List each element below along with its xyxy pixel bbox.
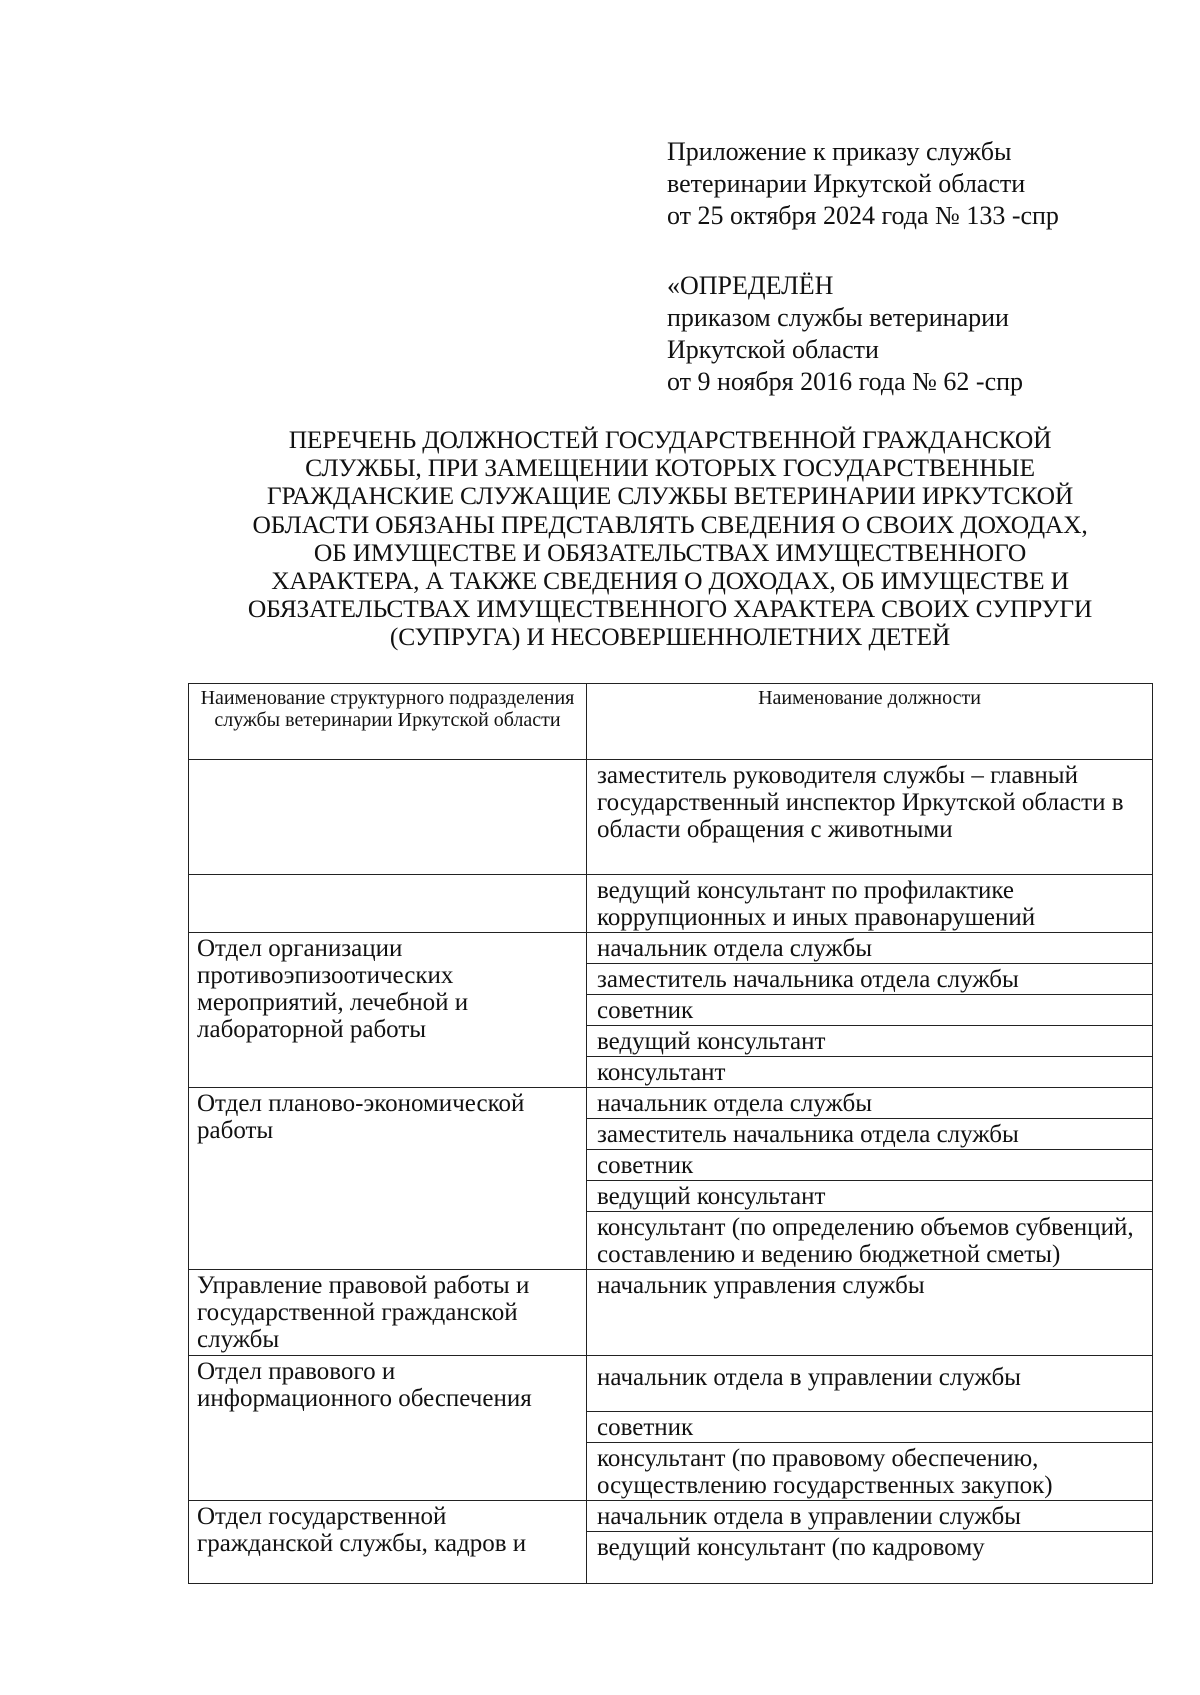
approval-line: приказом службы ветеринарии bbox=[667, 303, 1009, 332]
department-cell bbox=[189, 875, 587, 933]
department-cell: Управление правовой работы и государственной гражданской службы bbox=[189, 1270, 587, 1356]
title-line: (СУПРУГА) И НЕСОВЕРШЕННОЛЕТНИХ ДЕТЕЙ bbox=[389, 622, 951, 652]
position-cell: советник bbox=[587, 1150, 1153, 1181]
title-line: ГРАЖДАНСКИЕ СЛУЖАЩИЕ СЛУЖБЫ ВЕТЕРИНАРИИ ИРКУТСКОЙ bbox=[266, 481, 1074, 511]
position-cell: советник bbox=[587, 995, 1153, 1026]
department-cell bbox=[189, 760, 587, 875]
position-cell: начальник отдела в управлении службы bbox=[587, 1501, 1153, 1532]
department-cell: Отдел правового и информационного обеспечения bbox=[189, 1356, 587, 1501]
title-line: ПЕРЕЧЕНЬ ДОЛЖНОСТЕЙ ГОСУДАРСТВЕННОЙ ГРАЖДАНСКОЙ bbox=[288, 425, 1052, 454]
approval-line: Иркутской области bbox=[667, 335, 879, 364]
table-row bbox=[189, 760, 1153, 875]
department-cell: Отдел планово-экономической работы bbox=[189, 1088, 587, 1270]
position-cell: начальник отдела службы bbox=[587, 1088, 1153, 1119]
table-row bbox=[189, 933, 1153, 964]
position-cell: начальник отдела службы bbox=[587, 933, 1153, 964]
position-cell: заместитель начальника отдела службы bbox=[587, 964, 1153, 995]
title-line: ОБЯЗАТЕЛЬСТВАХ ИМУЩЕСТВЕННОГО ХАРАКТЕРА СВОИХ СУПРУГИ bbox=[247, 594, 1093, 624]
position-cell: ведущий консультант bbox=[587, 1181, 1153, 1212]
position-cell: заместитель начальника отдела службы bbox=[587, 1119, 1153, 1150]
position-cell: ведущий консультант (по кадровому bbox=[587, 1532, 1153, 1584]
appendix-line: Приложение к приказу службы bbox=[667, 137, 1012, 166]
table-row bbox=[189, 1088, 1153, 1119]
table-row bbox=[189, 1501, 1153, 1532]
appendix-header bbox=[667, 136, 1167, 232]
table-row bbox=[189, 1270, 1153, 1356]
approval-line: «ОПРЕДЕЛЁН bbox=[667, 271, 834, 300]
position-cell: советник bbox=[587, 1412, 1153, 1443]
position-cell: консультант (по правовому обеспечению, осуществлению государственных закупок) bbox=[587, 1443, 1153, 1501]
title-line: ОБЛАСТИ ОБЯЗАНЫ ПРЕДСТАВЛЯТЬ СВЕДЕНИЯ О СВОИХ ДОХОДАХ, bbox=[252, 509, 1088, 539]
position-cell: консультант bbox=[587, 1057, 1153, 1088]
appendix-line: от 25 октября 2024 года № 133 -спр bbox=[667, 201, 1059, 230]
department-column-header: Наименование структурного подразделения службы ветеринарии Иркутской области bbox=[189, 684, 587, 760]
position-cell: заместитель руководителя службы – главный государственный инспектор Иркутской области в области обращения с животными bbox=[587, 760, 1153, 875]
appendix-line: ветеринарии Иркутской области bbox=[667, 169, 1026, 198]
table-row bbox=[189, 875, 1153, 933]
table-header-row bbox=[189, 684, 1153, 760]
title-line: ХАРАКТЕРА, А ТАКЖЕ СВЕДЕНИЯ О ДОХОДАХ, ОБ ИМУЩЕСТВЕ И bbox=[271, 566, 1069, 596]
position-cell: ведущий консультант по профилактике коррупционных и иных правонарушений bbox=[587, 875, 1153, 933]
approval-line: от 9 ноября 2016 года № 62 -спр bbox=[667, 367, 1024, 396]
table-row bbox=[189, 1356, 1153, 1412]
title-line: ОБ ИМУЩЕСТВЕ И ОБЯЗАТЕЛЬСТВАХ ИМУЩЕСТВЕННОГО bbox=[313, 537, 1027, 567]
positions-table bbox=[188, 683, 1153, 1584]
position-cell: начальник управления службы bbox=[587, 1270, 1153, 1356]
position-cell: консультант (по определению объемов субвенций, составлению и ведению бюджетной сметы) bbox=[587, 1212, 1153, 1270]
title-line: СЛУЖБЫ, ПРИ ЗАМЕЩЕНИИ КОТОРЫХ ГОСУДАРСТВЕННЫЕ bbox=[305, 453, 1035, 483]
position-cell: начальник отдела в управлении службы bbox=[587, 1356, 1153, 1412]
position-column-header: Наименование должности bbox=[587, 684, 1153, 760]
approval-block bbox=[667, 270, 1167, 398]
position-cell: ведущий консультант bbox=[587, 1026, 1153, 1057]
document-title bbox=[190, 426, 1150, 652]
department-cell: Отдел государственной гражданской службы, кадров и bbox=[189, 1501, 587, 1584]
department-cell: Отдел организации противоэпизоотических мероприятий, лечебной и лабораторной работы bbox=[189, 933, 587, 1088]
